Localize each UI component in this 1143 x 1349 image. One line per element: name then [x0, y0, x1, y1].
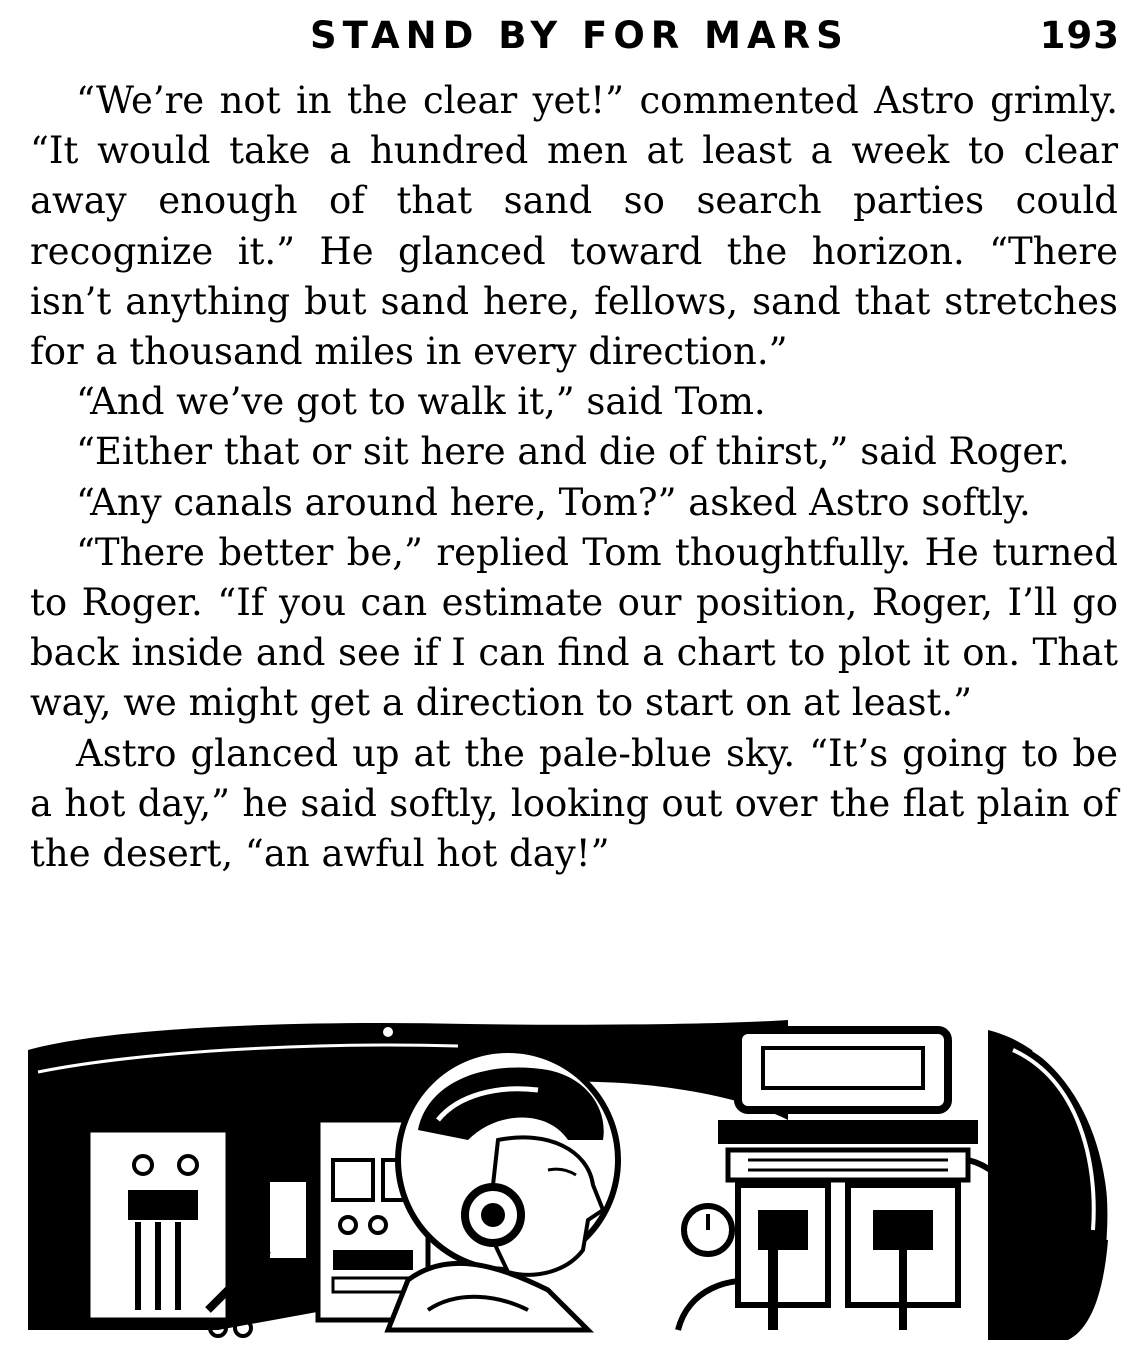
- running-title: STAND BY FOR MARS: [310, 14, 849, 57]
- paragraph: “Either that or sit here and die of thirst,” said Roger.: [76, 430, 1070, 474]
- paragraph: “And we’ve got to walk it,” said Tom.: [76, 380, 766, 424]
- page-number: 193: [1039, 14, 1120, 57]
- cockpit-illustration: [28, 1010, 1120, 1346]
- running-head: [30, 14, 1120, 62]
- paragraph: “We’re not in the clear yet!” commented Astro grimly. “It would take a hundred men at least a week to clear away enough of that sand so search parties could recognize it.” He glanced toward the horizon. “There isn’t anything but sand here, fellows, sand that stretches for a thousand miles in every direction.”: [30, 79, 1118, 374]
- paragraph: “There better be,” replied Tom thoughtfully. He turned to Roger. “If you can estimate our position, Roger, I’ll go back inside and see if I can find a chart to plot it on. That way, we might get a direction to start on at least.”: [30, 530, 1118, 725]
- paragraph: Astro glanced up at the pale-blue sky. “It’s going to be a hot day,” he said softly, looking out over the flat plain of the desert, “an awful hot day!”: [30, 731, 1118, 876]
- body-text: [30, 76, 1118, 879]
- machinery: [718, 1030, 1109, 1340]
- paragraph: “Any canals around here, Tom?” asked Astro softly.: [76, 480, 1031, 524]
- pilot-figure: [388, 1050, 618, 1330]
